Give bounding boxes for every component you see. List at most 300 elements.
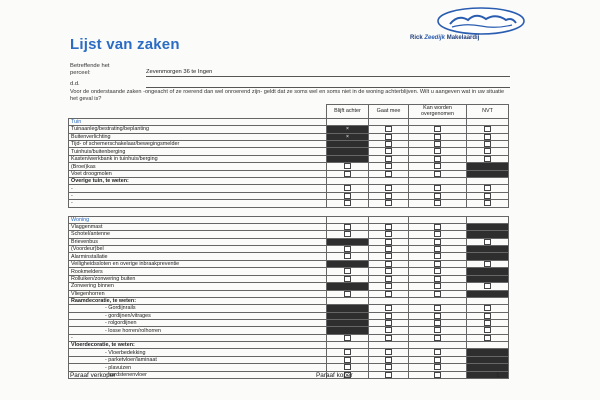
checkbox-nvt[interactable] [484, 313, 491, 319]
checkbox-kan-worden-overgenomen[interactable] [434, 357, 441, 363]
cell-gaat-mee [369, 275, 409, 282]
checkbox-kan-worden-overgenomen[interactable] [434, 305, 441, 311]
cell-blijft-achter [327, 155, 369, 162]
cell-blijft-achter [327, 253, 369, 260]
company-logo [436, 6, 526, 36]
checkbox-blijft-achter[interactable] [344, 291, 351, 297]
cell-gaat-mee [369, 216, 409, 223]
header-blijft-achter: Blijft achter [327, 105, 369, 119]
section-row [69, 216, 509, 223]
cell-nvt [467, 192, 509, 199]
checkbox-blijft-achter[interactable] [344, 171, 351, 177]
cell-gaat-mee [369, 119, 409, 126]
cell-nvt [467, 216, 509, 223]
cell-kan-worden-overgenomen [409, 349, 467, 356]
checkbox-nvt[interactable] [484, 200, 491, 206]
row-label: - Vloerbedekking [69, 349, 327, 356]
cell-nvt [467, 275, 509, 282]
row-label: Schotel/antenne [69, 231, 327, 238]
cell-kan-worden-overgenomen [409, 327, 467, 334]
betreffende-label: Betreffende het [70, 63, 110, 69]
row-label: Voet droogmolen [69, 170, 327, 177]
cell-nvt [467, 163, 509, 170]
cell-gaat-mee [369, 320, 409, 327]
cell-kan-worden-overgenomen [409, 216, 467, 223]
cell-blijft-achter [327, 185, 369, 192]
cell-blijft-achter [327, 200, 369, 207]
checkbox-kan-worden-overgenomen[interactable] [434, 224, 441, 230]
cell-nvt [467, 268, 509, 275]
cell-nvt [467, 290, 509, 297]
cell-gaat-mee [369, 268, 409, 275]
table-row [69, 223, 509, 230]
table-row [69, 356, 509, 363]
cell-kan-worden-overgenomen [409, 155, 467, 162]
checkbox-nvt[interactable] [484, 126, 491, 132]
cell-nvt [467, 320, 509, 327]
checkbox-nvt[interactable] [484, 320, 491, 326]
cell-gaat-mee [369, 371, 409, 378]
cell-nvt [467, 170, 509, 177]
cell-nvt [467, 342, 509, 349]
cell-gaat-mee [369, 185, 409, 192]
row-label: Kasten/werkbank in tuinhuis/berging [69, 155, 327, 162]
cell-kan-worden-overgenomen [409, 192, 467, 199]
table-row [69, 155, 509, 162]
cell-gaat-mee [369, 298, 409, 305]
cell-nvt [467, 371, 509, 378]
row-label: Tuinaanleg/bestrating/beplanting [69, 126, 327, 133]
cell-kan-worden-overgenomen [409, 253, 467, 260]
row-label: - rolgordijnen [69, 320, 327, 327]
cell-gaat-mee [369, 283, 409, 290]
row-label [69, 207, 327, 216]
date-field[interactable] [146, 80, 510, 88]
checkbox-nvt[interactable] [484, 305, 491, 311]
cell-blijft-achter [327, 163, 369, 170]
cell-blijft-achter [327, 231, 369, 238]
cell-kan-worden-overgenomen [409, 207, 467, 216]
cell-blijft-achter [327, 290, 369, 297]
cell-gaat-mee [369, 356, 409, 363]
checkbox-kan-worden-overgenomen[interactable] [434, 193, 441, 199]
checkbox-gaat-mee[interactable] [385, 134, 392, 140]
checkbox-kan-worden-overgenomen[interactable] [434, 185, 441, 191]
cell-blijft-achter [327, 246, 369, 253]
cell-blijft-achter [327, 260, 369, 267]
checkbox-gaat-mee[interactable] [385, 239, 392, 245]
row-label: - [69, 192, 327, 199]
cell-nvt [467, 207, 509, 216]
cell-blijft-achter [327, 170, 369, 177]
checkbox-kan-worden-overgenomen[interactable] [434, 171, 441, 177]
section-row [69, 119, 509, 126]
brand-name: Rick Zeedijk Makelaardij [410, 35, 480, 41]
table-row [69, 141, 509, 148]
cell-nvt [467, 246, 509, 253]
row-label: Tuin [69, 119, 327, 126]
row-label: - parketvloer/laminaat [69, 356, 327, 363]
cell-nvt [467, 327, 509, 334]
perceel-field[interactable] [146, 69, 510, 77]
subsection-row [69, 298, 509, 305]
page-number: 1 [496, 372, 500, 379]
cell-kan-worden-overgenomen [409, 290, 467, 297]
checkbox-gaat-mee[interactable] [385, 224, 392, 230]
cell-gaat-mee [369, 327, 409, 334]
checkbox-nvt[interactable] [484, 261, 491, 267]
cell-gaat-mee [369, 133, 409, 140]
cell-gaat-mee [369, 305, 409, 312]
cell-gaat-mee [369, 349, 409, 356]
checkbox-kan-worden-overgenomen[interactable] [434, 349, 441, 355]
cell-blijft-achter [327, 320, 369, 327]
checkbox-kan-worden-overgenomen[interactable] [434, 134, 441, 140]
checkbox-blijft-achter[interactable] [344, 253, 351, 259]
row-label: Brievenbus [69, 238, 327, 245]
checkbox-gaat-mee[interactable] [385, 246, 392, 252]
cell-kan-worden-overgenomen [409, 312, 467, 319]
table-row [69, 253, 509, 260]
table-row [69, 170, 509, 177]
checkbox-blijft-achter[interactable] [344, 357, 351, 363]
row-label: Tuinhuis/buitenberging [69, 148, 327, 155]
table-row [69, 126, 509, 133]
perceel-label: perceel: [70, 70, 91, 76]
checkbox-nvt[interactable] [484, 283, 491, 289]
checkbox-kan-worden-overgenomen[interactable] [434, 141, 441, 147]
checkbox-gaat-mee[interactable] [385, 253, 392, 259]
table-row [69, 290, 509, 297]
cell-kan-worden-overgenomen [409, 178, 467, 185]
paraaf-koper: Paraaf koper [316, 372, 353, 379]
header-gaat-mee: Gaat mee [369, 105, 409, 119]
row-label: - [69, 185, 327, 192]
cell-nvt [467, 334, 509, 341]
checkbox-gaat-mee[interactable] [385, 335, 392, 341]
checkbox-gaat-mee[interactable] [385, 126, 392, 132]
checkbox-kan-worden-overgenomen[interactable] [434, 148, 441, 154]
cell-blijft-achter [327, 268, 369, 275]
table-row [69, 371, 509, 378]
cell-gaat-mee [369, 342, 409, 349]
checkbox-gaat-mee[interactable] [385, 268, 392, 274]
cell-gaat-mee [369, 290, 409, 297]
checkbox-blijft-achter[interactable] [344, 200, 351, 206]
cell-kan-worden-overgenomen [409, 283, 467, 290]
checkbox-blijft-achter[interactable] [344, 349, 351, 355]
table-row [69, 268, 509, 275]
cell-kan-worden-overgenomen [409, 246, 467, 253]
checkbox-nvt[interactable] [484, 185, 491, 191]
cell-gaat-mee [369, 126, 409, 133]
cell-gaat-mee [369, 260, 409, 267]
checkbox-gaat-mee[interactable] [385, 141, 392, 147]
checkbox-nvt[interactable] [484, 335, 491, 341]
cell-kan-worden-overgenomen [409, 356, 467, 363]
table-row [69, 133, 509, 140]
row-label: - gordijnen/vitrages [69, 312, 327, 319]
subsection-row [69, 342, 509, 349]
cell-blijft-achter [327, 356, 369, 363]
checked-mark-icon[interactable]: × [346, 133, 349, 140]
cell-nvt [467, 223, 509, 230]
cell-gaat-mee [369, 163, 409, 170]
checkbox-gaat-mee[interactable] [385, 156, 392, 162]
checkbox-nvt[interactable] [484, 134, 491, 140]
cell-nvt [467, 185, 509, 192]
row-label: Rolluiken/zonwering buiten [69, 275, 327, 282]
cell-nvt [467, 141, 509, 148]
cell-blijft-achter [327, 119, 369, 126]
checkbox-kan-worden-overgenomen[interactable] [434, 313, 441, 319]
cell-nvt [467, 126, 509, 133]
cell-gaat-mee [369, 253, 409, 260]
paraaf-verkoper: Paraaf verkoper [70, 372, 116, 379]
cell-gaat-mee [369, 155, 409, 162]
checkbox-kan-worden-overgenomen[interactable] [434, 126, 441, 132]
checkbox-blijft-achter[interactable] [344, 163, 351, 169]
checkbox-gaat-mee[interactable] [385, 283, 392, 289]
checkbox-kan-worden-overgenomen[interactable] [434, 327, 441, 333]
checkbox-gaat-mee[interactable] [385, 349, 392, 355]
cell-nvt [467, 349, 509, 356]
cell-blijft-achter [327, 192, 369, 199]
checkbox-gaat-mee[interactable] [385, 320, 392, 326]
cell-nvt [467, 178, 509, 185]
checkbox-blijft-achter[interactable] [344, 364, 351, 370]
cell-kan-worden-overgenomen [409, 231, 467, 238]
checkbox-kan-worden-overgenomen[interactable] [434, 291, 441, 297]
checkbox-blijft-achter[interactable] [344, 268, 351, 274]
cell-gaat-mee [369, 246, 409, 253]
checkbox-kan-worden-overgenomen[interactable] [434, 253, 441, 259]
table-row [69, 327, 509, 334]
checkbox-gaat-mee[interactable] [385, 372, 392, 378]
checkbox-nvt[interactable] [484, 141, 491, 147]
cell-gaat-mee [369, 178, 409, 185]
row-label: Vliegenhorren [69, 290, 327, 297]
checkbox-gaat-mee[interactable] [385, 327, 392, 333]
checkbox-blijft-achter[interactable] [344, 224, 351, 230]
checkbox-gaat-mee[interactable] [385, 185, 392, 191]
cell-blijft-achter [327, 178, 369, 185]
checkbox-gaat-mee[interactable] [385, 291, 392, 297]
checkbox-kan-worden-overgenomen[interactable] [434, 335, 441, 341]
cell-blijft-achter [327, 327, 369, 334]
perceel-value: Zevenmorgen 36 te Ingen [146, 69, 213, 75]
cell-blijft-achter [327, 342, 369, 349]
checkbox-kan-worden-overgenomen[interactable] [434, 156, 441, 162]
dd-label: d.d. [70, 81, 80, 87]
checkbox-blijft-achter[interactable] [344, 193, 351, 199]
checkbox-blijft-achter[interactable] [344, 276, 351, 282]
cell-kan-worden-overgenomen [409, 305, 467, 312]
row-label: Zonwering binnen [69, 283, 327, 290]
table-row [69, 260, 509, 267]
table-row [69, 200, 509, 207]
cell-kan-worden-overgenomen [409, 238, 467, 245]
checkbox-gaat-mee[interactable] [385, 364, 392, 370]
checkbox-blijft-achter[interactable] [344, 335, 351, 341]
row-label: Overige tuin, te weten: [69, 178, 327, 185]
checkbox-gaat-mee[interactable] [385, 171, 392, 177]
cell-gaat-mee [369, 223, 409, 230]
table-row [69, 283, 509, 290]
cell-kan-worden-overgenomen [409, 170, 467, 177]
cell-gaat-mee [369, 200, 409, 207]
checkbox-gaat-mee[interactable] [385, 200, 392, 206]
row-label: - hardstenenvloer [69, 371, 327, 378]
spacer-row [69, 207, 509, 216]
checkbox-blijft-achter[interactable] [344, 231, 351, 237]
cell-blijft-achter [327, 223, 369, 230]
checkbox-kan-worden-overgenomen[interactable] [434, 372, 441, 378]
table-row [69, 246, 509, 253]
table-row [69, 148, 509, 155]
table-row [69, 334, 509, 341]
header-empty [69, 105, 327, 119]
intro-text: Voor de onderstaande zaken -ongeacht of ze roerend dan wel onroerend zijn- geldt dat ze soms wel en soms niet in de woning achterblijven. Wilt u aangeven wat in uw situatie het geval is? [70, 89, 505, 102]
cell-blijft-achter [327, 275, 369, 282]
cell-nvt [467, 260, 509, 267]
cell-kan-worden-overgenomen [409, 119, 467, 126]
checkbox-kan-worden-overgenomen[interactable] [434, 364, 441, 370]
cell-blijft-achter [327, 283, 369, 290]
cell-nvt [467, 356, 509, 363]
checkbox-blijft-achter[interactable] [344, 246, 351, 252]
cell-kan-worden-overgenomen [409, 364, 467, 371]
cell-gaat-mee [369, 312, 409, 319]
cell-blijft-achter [327, 298, 369, 305]
checkbox-gaat-mee[interactable] [385, 276, 392, 282]
cell-gaat-mee [369, 148, 409, 155]
checkbox-gaat-mee[interactable] [385, 305, 392, 311]
cell-gaat-mee [369, 170, 409, 177]
cell-gaat-mee [369, 207, 409, 216]
cell-kan-worden-overgenomen [409, 126, 467, 133]
cell-kan-worden-overgenomen [409, 342, 467, 349]
subsection-row [69, 178, 509, 185]
cell-blijft-achter [327, 126, 369, 133]
cell-gaat-mee [369, 334, 409, 341]
table-row [69, 238, 509, 245]
cell-gaat-mee [369, 231, 409, 238]
cell-nvt [467, 155, 509, 162]
cell-kan-worden-overgenomen [409, 148, 467, 155]
cell-nvt [467, 283, 509, 290]
row-label: - losse horren/rolhorren [69, 327, 327, 334]
table-row [69, 185, 509, 192]
cell-nvt [467, 133, 509, 140]
cell-nvt [467, 312, 509, 319]
cell-kan-worden-overgenomen [409, 268, 467, 275]
cell-blijft-achter [327, 133, 369, 140]
cell-kan-worden-overgenomen [409, 260, 467, 267]
checkbox-gaat-mee[interactable] [385, 231, 392, 237]
checkbox-gaat-mee[interactable] [385, 193, 392, 199]
checkbox-kan-worden-overgenomen[interactable] [434, 246, 441, 252]
table-row [69, 364, 509, 371]
table-row [69, 305, 509, 312]
document-title: Lijst van zaken [70, 36, 180, 53]
cell-nvt [467, 253, 509, 260]
cell-blijft-achter [327, 238, 369, 245]
cell-blijft-achter [327, 305, 369, 312]
checkbox-kan-worden-overgenomen[interactable] [434, 276, 441, 282]
table-row [69, 320, 509, 327]
checkbox-kan-worden-overgenomen[interactable] [434, 163, 441, 169]
cell-kan-worden-overgenomen [409, 320, 467, 327]
row-label: Vlaggenmast [69, 223, 327, 230]
cell-nvt [467, 231, 509, 238]
checkbox-nvt[interactable] [484, 193, 491, 199]
items-table [68, 104, 509, 379]
row-label: Woning [69, 216, 327, 223]
table-row [69, 163, 509, 170]
cell-blijft-achter [327, 349, 369, 356]
row-label: Vloerdecoratie, te weten: [69, 342, 327, 349]
cell-blijft-achter [327, 334, 369, 341]
cell-kan-worden-overgenomen [409, 371, 467, 378]
cell-nvt [467, 238, 509, 245]
table-row [69, 275, 509, 282]
row-label: Alarminstallatie [69, 253, 327, 260]
checkbox-nvt[interactable] [484, 327, 491, 333]
table-row [69, 312, 509, 319]
cell-kan-worden-overgenomen [409, 334, 467, 341]
checkbox-gaat-mee[interactable] [385, 163, 392, 169]
checkbox-nvt[interactable] [484, 239, 491, 245]
table-row [69, 192, 509, 199]
checkbox-gaat-mee[interactable] [385, 261, 392, 267]
cell-nvt [467, 298, 509, 305]
cell-blijft-achter [327, 141, 369, 148]
cell-kan-worden-overgenomen [409, 200, 467, 207]
table-row [69, 231, 509, 238]
checkbox-kan-worden-overgenomen[interactable] [434, 239, 441, 245]
checkbox-kan-worden-overgenomen[interactable] [434, 200, 441, 206]
checkbox-kan-worden-overgenomen[interactable] [434, 320, 441, 326]
cell-gaat-mee [369, 364, 409, 371]
row-label: - [69, 334, 327, 341]
checkbox-kan-worden-overgenomen[interactable] [434, 231, 441, 237]
checkbox-kan-worden-overgenomen[interactable] [434, 268, 441, 274]
checkbox-gaat-mee[interactable] [385, 357, 392, 363]
checkbox-nvt[interactable] [484, 156, 491, 162]
checked-mark-icon[interactable]: × [346, 126, 349, 133]
cell-blijft-achter [327, 364, 369, 371]
cell-nvt [467, 119, 509, 126]
checkbox-nvt[interactable] [484, 148, 491, 154]
cell-gaat-mee [369, 238, 409, 245]
cell-blijft-achter [327, 216, 369, 223]
checkbox-gaat-mee[interactable] [385, 148, 392, 154]
checkbox-kan-worden-overgenomen[interactable] [434, 261, 441, 267]
cell-nvt [467, 200, 509, 207]
header-kan-worden-overgenomen: Kan worden overgenomen [409, 105, 467, 119]
checkbox-gaat-mee[interactable] [385, 313, 392, 319]
cell-kan-worden-overgenomen [409, 163, 467, 170]
row-label: Raamdecoratie, te weten: [69, 298, 327, 305]
checkbox-blijft-achter[interactable] [344, 185, 351, 191]
row-label: (Voordeur)bel [69, 246, 327, 253]
checkbox-kan-worden-overgenomen[interactable] [434, 283, 441, 289]
row-label: Rookmelders [69, 268, 327, 275]
row-label: - plavuizen [69, 364, 327, 371]
table-row [69, 349, 509, 356]
cell-kan-worden-overgenomen [409, 275, 467, 282]
